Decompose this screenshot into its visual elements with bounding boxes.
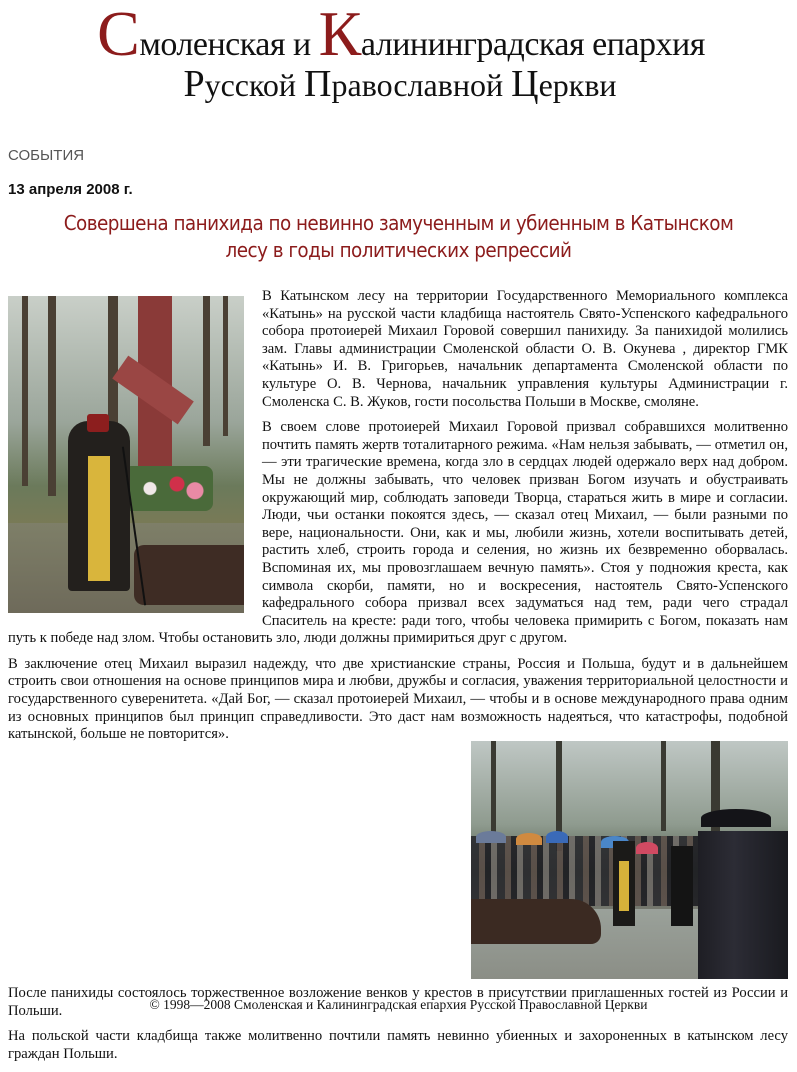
headline-line-1: Совершена панихида по невинно замученным и убиенным в Катынском: [63, 211, 734, 235]
banner-initial-k: К: [318, 0, 361, 69]
banner-line-1: Смоленская и Калининградская епархия: [97, 0, 705, 69]
paragraph-4: После панихиды состоялось торжественное возложение венков у крестов в присутствии приглашенных гостей из России и Польши.: [8, 985, 788, 1019]
article-headline: [32, 210, 765, 264]
article-body: [8, 288, 788, 1072]
headline-line-2: лесу в годы политических репрессий: [225, 238, 572, 262]
paragraph-3: В заключение отец Михаил выразил надежду, что две христианские страны, Россия и Польша, будут и в дальнейшем строить свои отношения на основе принципов мира и любви, дружбы и согласия, уважения территориальной целостности и государственного суверенитета. «Дай Бог, — сказал протоиерей Михаил, — чтобы и в основе международного права одним из основных принципов был принцип справедливости. Это даст нам возможность надеяться, что катастрофы, подобной катынской, больше не повторится».: [8, 655, 788, 743]
paragraph-5: На польской части кладбища также молитвенно почтили память невинно убиенных и захороненных в катынском лесу граждан Польши.: [8, 1028, 788, 1062]
site-banner[interactable]: [0, 0, 797, 110]
copyright-footer: © 1998—2008 Смоленская и Калининградская епархия Русской Православной Церкви: [149, 997, 648, 1012]
photo-priest-at-cross[interactable]: [8, 296, 244, 613]
article-date: 13 апреля 2008 г.: [8, 181, 133, 198]
paragraph-2: В своем слове протоиерей Михаил Горовой призвал собравшихся молитвенно почтить память жертв тоталитарного режима. «Нам нельзя забывать, — отметил он, — эти трагические времена, когда зло в сердцах людей одержало верх над добром. Мы не должны забывать, что человек призван Богом изучать и обустраивать окружающий мир, соблюдать заповеди Творца, стараться жить в мире и согласии. Люди, чьи останки покоятся здесь, — сказал отец Михаил, — были разными по вере, национальности. Они, как и мы, любили жизнь, хотели воспитывать детей, растить хлеб, строить города и селения, но жизнь их безвременно оборвалась. Вспоминая их, мы провозглашаем вечную память». Стоя у подножия креста, как символа скорби, памяти, но и воскресения, настоятель Свято-Успенского кафедрального собора призвал всех задуматься над тем, ради чего страдал Спаситель на кресте: ради того, чтобы человека примирить с Богом, показать нам путь к победе над злом. Чтобы остановить зло, люди должны примириться друг с другом.: [8, 419, 788, 647]
photo-crowd-with-umbrellas[interactable]: [471, 741, 788, 979]
flowers: [123, 466, 213, 511]
banner-initial-s: С: [97, 0, 140, 69]
section-label[interactable]: СОБЫТИЯ: [8, 147, 85, 164]
banner-line-2: Русской Православной Церкви: [183, 63, 617, 105]
paragraph-1: В Катынском лесу на территории Государственного Мемориального комплекса «Катынь» на русской части кладбища настоятель Свято-Успенского кафедрального собора протоиерей Михаил Горовой совершил панихиду. За панихидой молились зам. Главы администрации Смоленской области О. В. Окунева , директор ГМК «Катынь» И. В. Григорьев, начальник департамента Смоленской области по культуре О. В. Чернова, начальник управления культуры Администрации г. Смоленска С. В. Жуков, гости посольства Польши в Москве, смоляне.: [262, 288, 788, 410]
